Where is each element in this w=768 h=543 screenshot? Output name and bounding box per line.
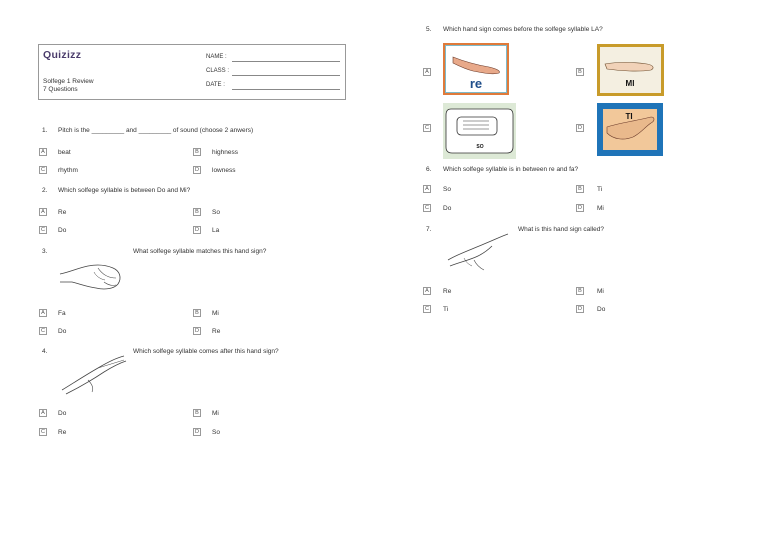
option-text: Do [597,306,606,313]
class-label: CLASS : [206,68,230,74]
question-number: 1. [42,127,48,134]
option-letter-box[interactable]: A [423,185,431,193]
question-text: What is this hand sign called? [518,226,604,233]
question-number: 4. [42,348,48,355]
question-number: 5. [426,26,432,33]
option-text: lowness [212,167,236,174]
option-letter-box[interactable]: D [576,124,584,132]
question-text: Which solfege syllable is in between re and fa? [443,166,579,173]
option-letter-box[interactable]: B [576,287,584,295]
question-number: 6. [426,166,432,173]
option-letter-box[interactable]: B [193,409,201,417]
option-letter-box[interactable]: A [423,287,431,295]
option-letter-box[interactable]: A [423,68,431,76]
so-hand-sign-card[interactable] [443,103,516,159]
option-text: So [212,429,220,436]
option-letter-box[interactable]: D [193,226,201,234]
option-text: La [212,227,220,234]
question-number: 7. [426,226,432,233]
question-number: 3. [42,248,48,255]
name-line[interactable] [232,61,340,62]
quiz-title: Solfege 1 Review [43,78,94,85]
mi-hand-sign-card[interactable] [597,44,664,96]
question-text: Which solfege syllable comes after this hand sign? [133,348,279,355]
option-letter-box[interactable]: A [39,309,47,317]
option-text: Re [58,209,67,216]
date-line[interactable] [232,89,340,90]
option-text: Do [58,328,67,335]
option-text: beat [58,149,71,156]
option-text: highness [212,149,239,156]
question-number: 2. [42,187,48,194]
fist-hand-sign-image [58,252,126,294]
option-text: Mi [212,410,219,417]
option-letter-box[interactable]: C [39,327,47,335]
date-label: DATE : [206,82,225,88]
option-letter-box[interactable]: A [39,148,47,156]
question-text: What solfege syllable matches this hand sign? [133,248,267,255]
option-letter-box[interactable]: B [193,208,201,216]
question-text: Which solfege syllable is between Do and Mi? [58,187,191,194]
question-text: Pitch is the _________ and _________ of sound (choose 2 anwers) [58,127,254,134]
quiz-question-count: 7 Questions [43,86,78,93]
ti-hand-sign-card[interactable] [597,103,663,156]
option-text: Re [58,429,67,436]
re-hand-sign-card[interactable] [443,43,509,95]
option-letter-box[interactable]: B [576,68,584,76]
flat-hand-sign-image [58,350,130,398]
option-letter-box[interactable]: C [423,124,431,132]
re-card-label: re [469,76,483,91]
option-text: Ti [597,186,603,193]
option-text: Mi [212,310,219,317]
option-letter-box[interactable]: C [423,204,431,212]
quiz-title-block [43,78,94,94]
option-text: Do [58,227,67,234]
option-letter-box[interactable]: D [193,428,201,436]
option-letter-box[interactable]: A [39,208,47,216]
ti-card-label: TI [625,112,633,121]
mi-card-label: MI [625,79,635,88]
option-letter-box[interactable]: C [39,166,47,174]
option-text: Re [443,288,452,295]
option-text: Do [58,410,67,417]
option-letter-box[interactable]: D [193,327,201,335]
question-text: Which hand sign comes before the solfege syllable LA? [443,26,603,33]
option-letter-box[interactable]: D [193,166,201,174]
pointing-hand-sign-image [444,230,510,274]
option-text: Do [443,205,452,212]
option-text: Fa [58,310,66,317]
so-card-label: SO [476,144,484,150]
option-letter-box[interactable]: B [576,185,584,193]
option-text: Mi [597,288,604,295]
option-text: Mi [597,205,604,212]
option-letter-box[interactable]: A [39,409,47,417]
option-letter-box[interactable]: B [193,148,201,156]
option-text: Ti [443,306,449,313]
option-letter-box[interactable]: C [39,226,47,234]
option-letter-box[interactable]: D [576,204,584,212]
option-letter-box[interactable]: C [423,305,431,313]
quizizz-logo: Quizizz [43,49,82,61]
option-letter-box[interactable]: D [576,305,584,313]
name-label: NAME : [206,54,227,60]
class-line[interactable] [232,75,340,76]
option-text: So [212,209,220,216]
option-text: So [443,186,451,193]
option-text: Re [212,328,221,335]
option-text: rhythm [58,167,78,174]
option-letter-box[interactable]: C [39,428,47,436]
option-letter-box[interactable]: B [193,309,201,317]
